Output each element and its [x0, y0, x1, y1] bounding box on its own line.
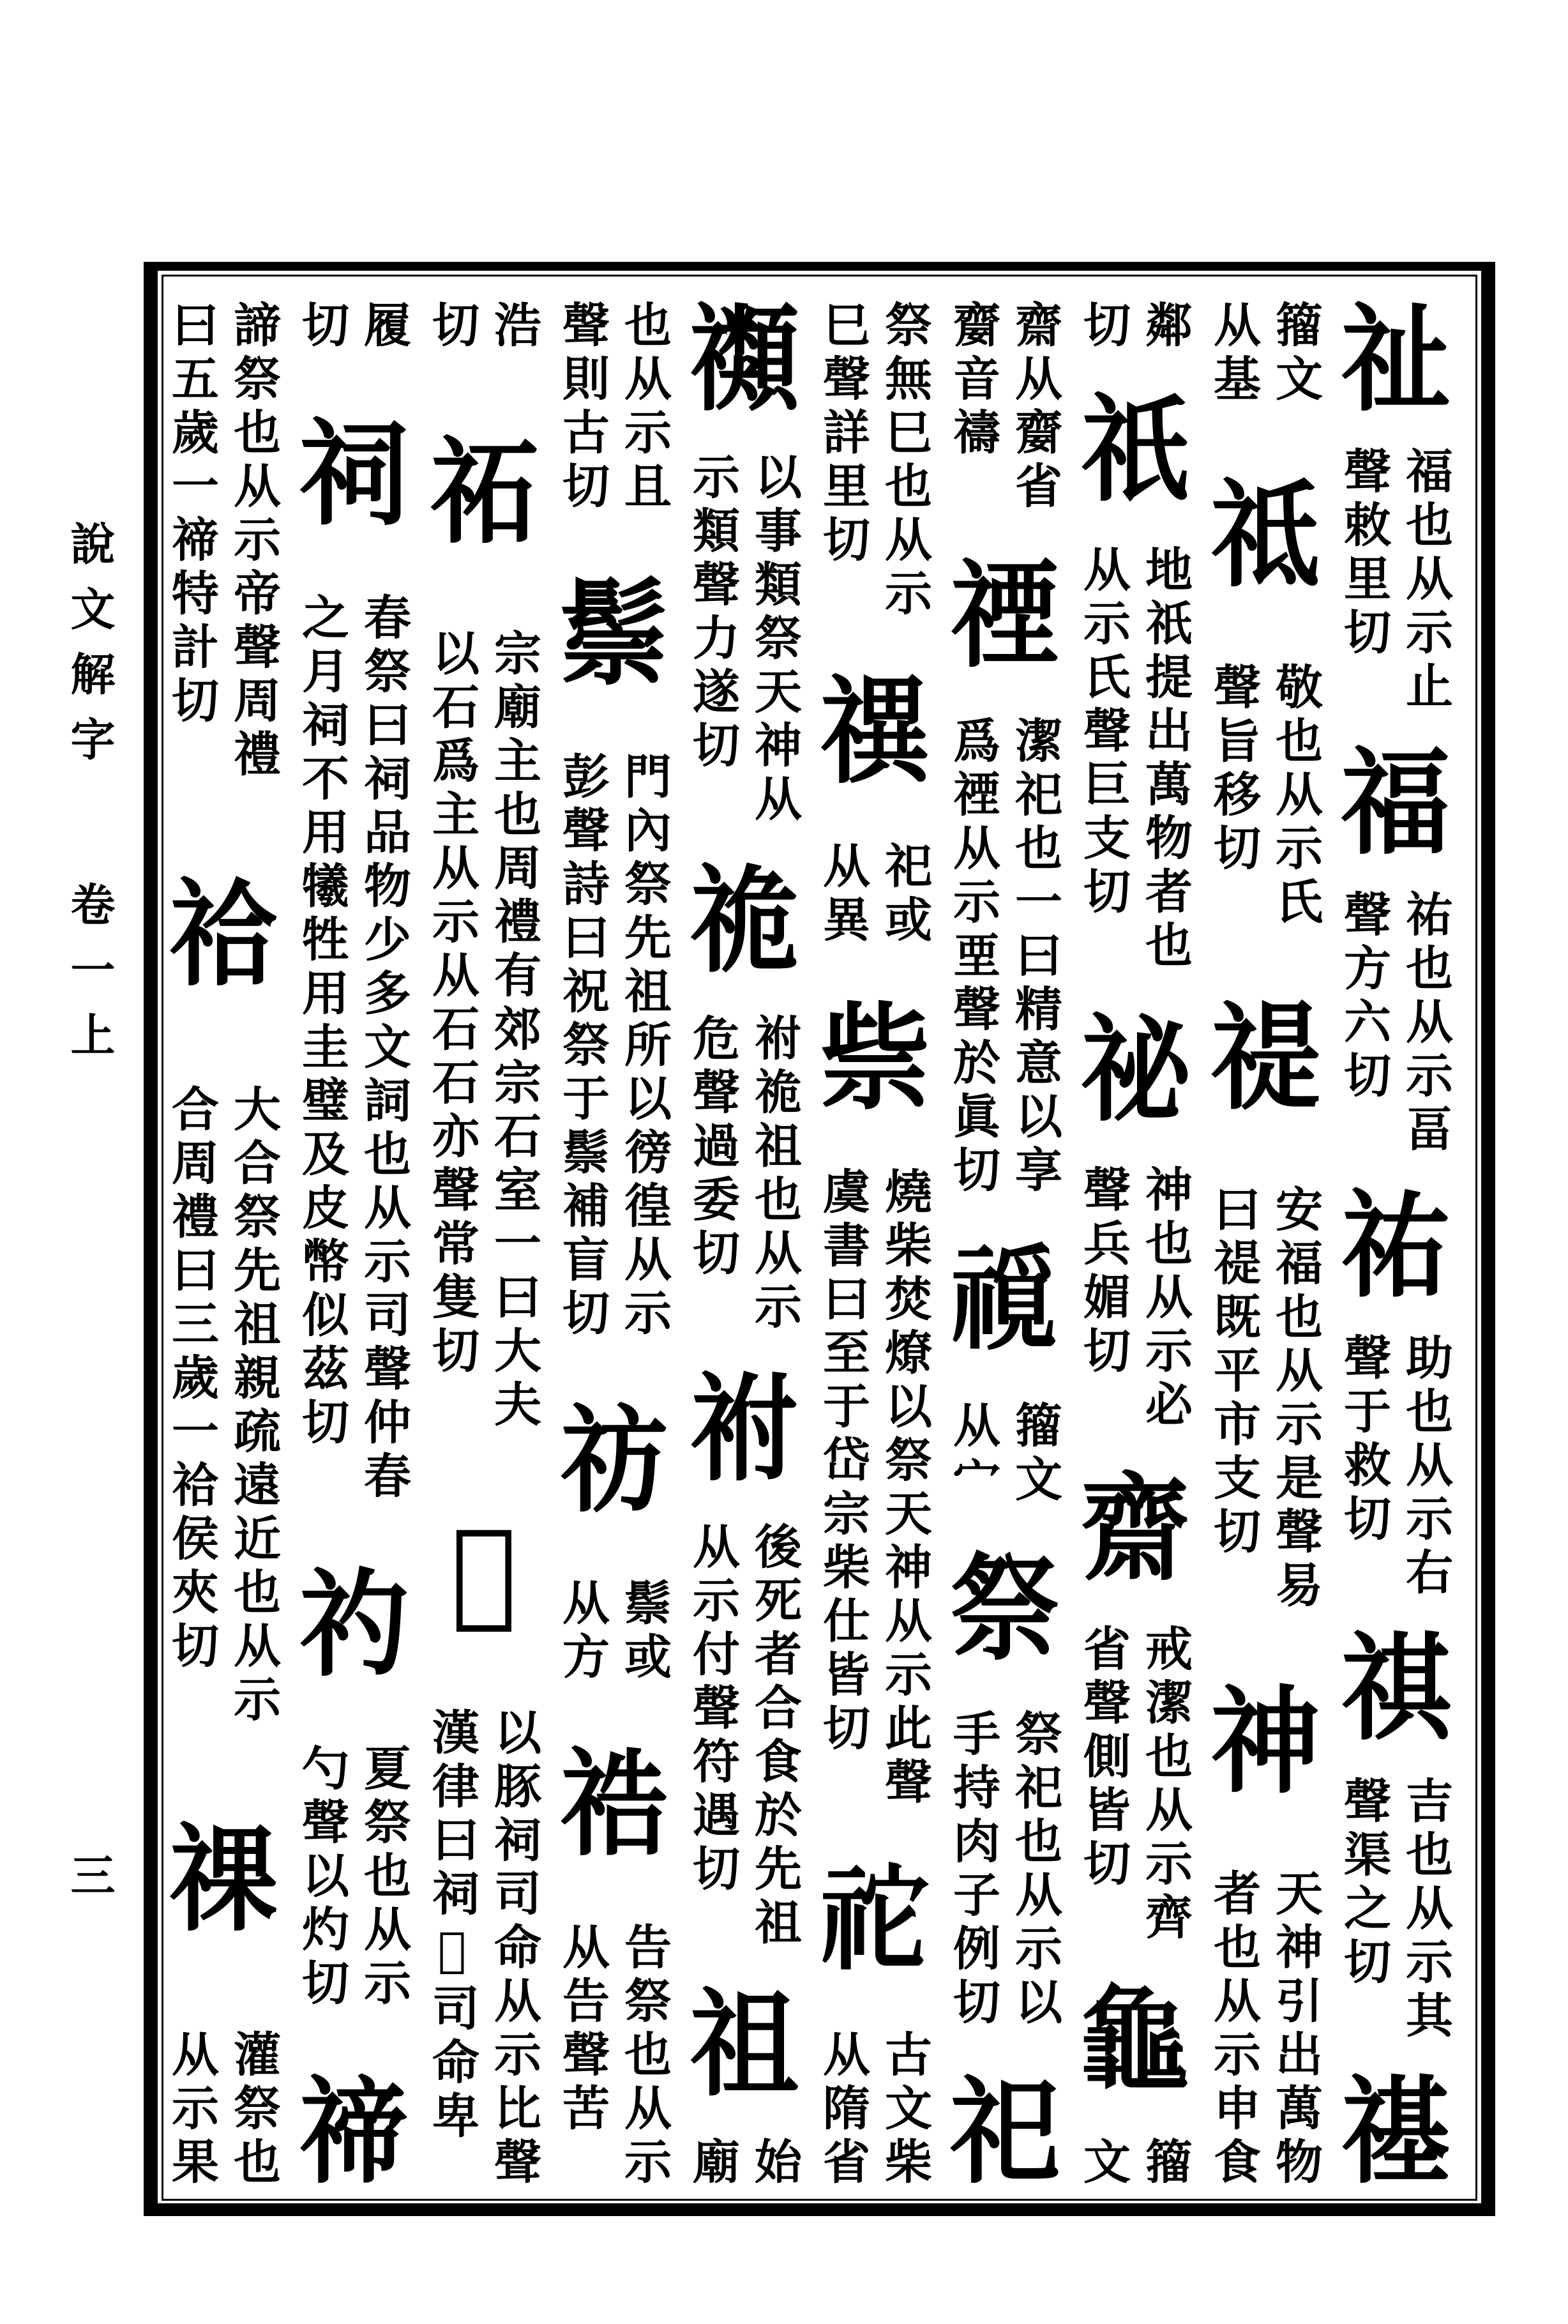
seal-character: 祼	[169, 1811, 278, 1947]
annotation-right: 神也从示必	[1138, 1165, 1193, 1433]
annotation-left: 从示氏聲巨支切	[1076, 545, 1131, 920]
annotation-left: 聲方六切	[1336, 890, 1391, 1105]
annotation-left: 巳聲詳里切	[815, 300, 870, 568]
annotation-right: 也从示且	[617, 300, 672, 515]
annotation-right: 始	[747, 2137, 802, 2191]
annotation-right: 大合祭先祖親疏遠近也从示	[226, 1084, 281, 1728]
seal-character: 福	[1341, 734, 1451, 870]
annotation-left: 从告聲苦	[555, 1922, 610, 2137]
seal-character: 祇	[1080, 381, 1190, 518]
annotation-right: 宗廟主也周禮有郊宗石室一曰大夫	[486, 628, 541, 1433]
annotation-left: 勺聲以灼切	[294, 1743, 349, 2012]
annotation-left: 合周禮曰三歲一祫侯夾切	[164, 1084, 219, 1675]
seal-character: 禔	[1210, 989, 1320, 1126]
annotation-right: 浩	[486, 300, 541, 354]
annotation-right: 古文柴	[877, 2030, 932, 2191]
seal-character: 禥	[1341, 2063, 1451, 2200]
annotation-right: 以事類祭天神从	[747, 452, 802, 828]
annotation-left: 虞書曰至于岱宗柴仕皆切	[815, 1167, 870, 1758]
annotation-left: 䶒音禱	[946, 300, 1000, 461]
annotation-right: 後死者合食於先祖	[747, 1521, 802, 1951]
seal-character: 神	[1210, 1673, 1320, 1810]
annotation-left: 从示果	[164, 2030, 219, 2191]
seal-character: 礿	[299, 1556, 409, 1692]
annotation-right: 鬃或	[617, 1578, 672, 1686]
annotation-left: 聲則古切	[555, 300, 610, 515]
seal-character: 鬃	[559, 565, 669, 701]
annotation-right: 潔祀也一曰精意以享	[1007, 716, 1062, 1199]
annotation-right: 以豚祠司命从示比聲	[486, 1708, 541, 2191]
annotation-left: 曰五歲一禘特計切	[164, 300, 219, 729]
annotation-right: 敬也从示氏	[1268, 662, 1323, 930]
annotation-right: 吉也从示其	[1398, 1775, 1453, 2044]
annotation-right: 安福也从示是聲易	[1268, 1185, 1323, 1614]
annotation-left: 之月祠不用犧牲用圭璧及皮幣似茲切	[294, 593, 349, 1452]
seal-character: 𥙊	[451, 1502, 517, 1639]
seal-character: 祪	[690, 853, 799, 989]
annotation-right: 祔祪祖也从示	[747, 1014, 802, 1336]
annotation-right: 門內祭先祖所以徬徨从示	[617, 751, 672, 1342]
annotation-left: 聲于救切	[1336, 1332, 1391, 1547]
annotation-left: 示類聲力遂切	[685, 452, 740, 775]
seal-character: 祔	[690, 1360, 799, 1497]
annotation-right: 籀文	[1007, 1400, 1062, 1508]
annotation-right: 祭祀也从示以	[1007, 1708, 1062, 2031]
annotation-right: 地祇提出萬物者也	[1138, 545, 1193, 974]
annotation-right: 祐也从示畐	[1398, 890, 1453, 1158]
seal-character: 齋	[1080, 1460, 1190, 1597]
annotation-left: 聲旨移切	[1206, 662, 1261, 877]
seal-character: 祭	[950, 1540, 1060, 1676]
annotation-right: 籀文	[1268, 300, 1323, 407]
annotation-left: 省聲側皆切	[1076, 1624, 1131, 1892]
seal-character: 祕	[1080, 1001, 1190, 1138]
seal-character: 祏	[429, 423, 539, 559]
page-number: 三	[63, 1852, 116, 1917]
volume-label: 卷一上	[63, 881, 116, 1077]
annotation-right: 春祭曰祠品物少多文詞也从示司聲仲春	[356, 593, 411, 1505]
seal-character: 禷	[690, 291, 799, 428]
annotation-right: 燒柴焚燎以祭天神从示此聲	[877, 1167, 932, 1811]
annotation-right: 諦祭也从示帝聲周禮	[226, 300, 281, 783]
annotation-left: 从方	[555, 1578, 610, 1686]
seal-character: 禋	[950, 547, 1060, 684]
seal-character: 祀	[950, 2063, 1060, 2200]
annotation-right: 福也从示止	[1398, 446, 1453, 715]
annotation-right: 灌祭也	[226, 2030, 281, 2191]
annotation-left: 切	[425, 300, 479, 354]
seal-character: 祡	[820, 989, 930, 1126]
seal-character: 禘	[299, 2063, 409, 2200]
annotation-left: 危聲過委切	[685, 1014, 740, 1282]
seal-character: 𥙇	[820, 1852, 930, 1989]
seal-character: 禩	[820, 663, 930, 800]
annotation-left: 以石爲主从示从石石亦聲常隻切	[425, 628, 479, 1379]
seal-character: 祖	[690, 1975, 799, 2112]
annotation-right: 助也从示右	[1398, 1332, 1453, 1601]
annotation-right: 祭無巳也从示	[877, 300, 932, 622]
annotation-left: 手持肉子例切	[946, 1708, 1000, 2031]
annotation-left: 文	[1076, 2137, 1131, 2191]
seal-character: 祐	[1341, 1177, 1451, 1314]
book-title: 說文解字	[63, 520, 116, 781]
annotation-left: 廟	[685, 2137, 740, 2191]
annotation-left: 漢律曰祠𥙊司命卑	[425, 1708, 479, 2145]
annotation-left: 聲渠之切	[1336, 1775, 1391, 1991]
annotation-left: 聲兵媚切	[1076, 1165, 1131, 1379]
annotation-left: 从示付聲符遇切	[685, 1521, 740, 1897]
seal-character: 祺	[1341, 1620, 1451, 1757]
annotation-left: 聲敕里切	[1336, 446, 1391, 662]
annotation-right: 齋从䶒省	[1007, 300, 1062, 515]
annotation-right: 籀	[1138, 2137, 1193, 2191]
annotation-right: 戒潔也从示齊	[1138, 1624, 1193, 1946]
annotation-left: 切	[1076, 300, 1131, 354]
annotation-left: 从隋省	[815, 2030, 870, 2191]
annotation-right: 鄰	[1138, 300, 1193, 354]
seal-character: 祗	[1210, 466, 1320, 603]
annotation-right: 告祭也从示	[617, 1922, 672, 2191]
annotation-left: 从異	[815, 840, 870, 948]
annotation-right: 天神引出萬物	[1268, 1869, 1323, 2191]
annotation-left: 从宀	[946, 1400, 1000, 1508]
seal-character: 𪚺	[1080, 1973, 1190, 2110]
annotation-right: 夏祭也从示	[356, 1743, 411, 2012]
seal-character: 祠	[299, 405, 409, 542]
seal-character: 祰	[559, 1736, 669, 1872]
annotation-left: 曰禔既平市支切	[1206, 1185, 1261, 1561]
seal-character: 祫	[169, 865, 278, 1002]
annotation-left: 切	[294, 300, 349, 354]
seal-character: 祊	[559, 1392, 669, 1528]
seal-character: 𥛟	[950, 1231, 1060, 1368]
annotation-left: 从基	[1206, 300, 1261, 407]
seal-character: 祉	[1341, 291, 1451, 428]
annotation-left: 爲禋从示垔聲於眞切	[946, 716, 1000, 1199]
annotation-right: 祀或	[877, 840, 932, 948]
annotation-left: 者也从示申食	[1206, 1869, 1261, 2191]
annotation-left: 彭聲詩曰祝祭于鬃補盲切	[555, 751, 610, 1342]
annotation-right: 履	[356, 300, 411, 354]
